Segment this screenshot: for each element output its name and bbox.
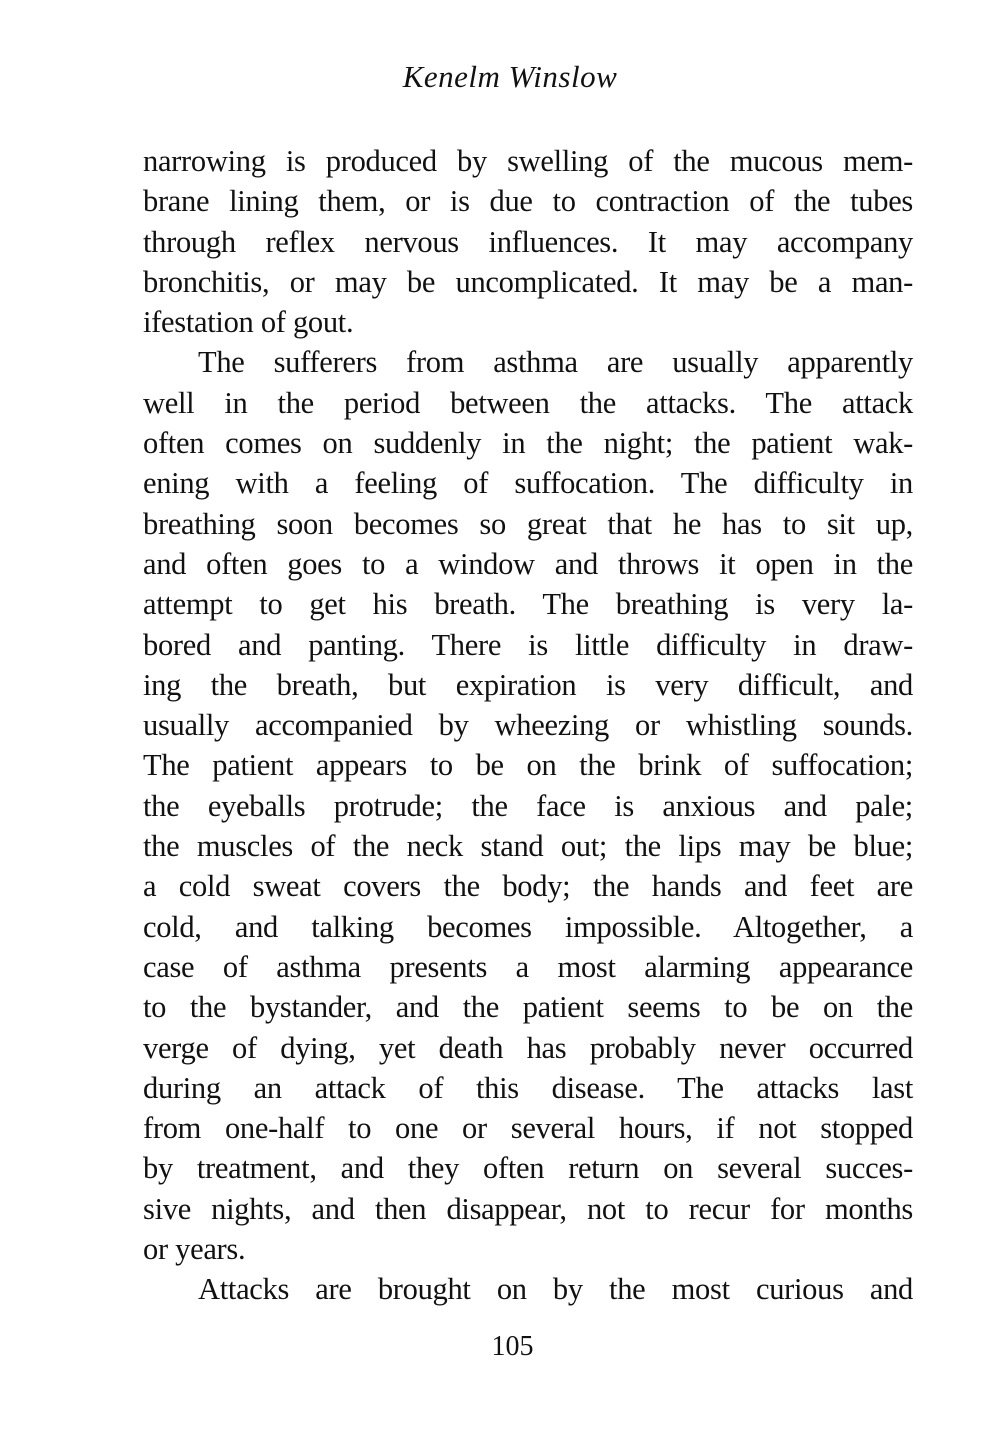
page-number: 105 — [491, 1330, 534, 1362]
paragraph — [143, 1269, 913, 1309]
text-line: ening with a feeling of suffocation. The difficulty in — [143, 466, 913, 501]
running-header: Kenelm Winslow — [402, 59, 618, 94]
text-line: ifestation of gout. — [143, 305, 354, 340]
text-line: often comes on suddenly in the night; the patient wak- — [143, 426, 913, 461]
page-body — [143, 141, 913, 1310]
text-line: Attacks are brought on by the most curious and — [198, 1272, 913, 1307]
text-line: breathing soon becomes so great that he has to sit up, — [143, 506, 913, 541]
text-line: attempt to get his breath. The breathing is very la- — [143, 587, 913, 622]
text-line: a cold sweat covers the body; the hands and feet are — [143, 869, 913, 904]
text-line: sive nights, and then disappear, not to recur for months — [143, 1191, 913, 1226]
paragraph — [143, 342, 913, 1269]
text-line: The patient appears to be on the brink of suffocation; — [143, 748, 913, 783]
text-line: case of asthma presents a most alarming appearance — [143, 949, 913, 984]
text-line: by treatment, and they often return on several succes- — [143, 1151, 913, 1186]
text-line: usually accompanied by wheezing or whistling sounds. — [143, 708, 913, 743]
text-line: to the bystander, and the patient seems to be on the — [143, 990, 913, 1025]
text-line: the eyeballs protrude; the face is anxious and pale; — [143, 788, 913, 823]
text-line: bronchitis, or may be uncomplicated. It may be a man- — [143, 264, 913, 299]
text-line: from one-half to one or several hours, if not stopped — [143, 1111, 913, 1146]
text-line: bored and panting. There is little difficulty in draw- — [143, 627, 913, 662]
text-line: during an attack of this disease. The attacks last — [143, 1070, 913, 1105]
text-line: or years. — [143, 1232, 246, 1267]
text-line: the muscles of the neck stand out; the lips may be blue; — [143, 829, 913, 864]
text-line: and often goes to a window and throws it open in the — [143, 546, 913, 581]
text-line: cold, and talking becomes impossible. Altogether, a — [143, 909, 913, 944]
text-line: narrowing is produced by swelling of the mucous mem- — [143, 144, 913, 178]
text-line: through reflex nervous influences. It may accompany — [143, 224, 913, 259]
text-line: The sufferers from asthma are usually apparently — [198, 345, 913, 380]
text-line: well in the period between the attacks. The attack — [143, 385, 913, 420]
text-line: brane lining them, or is due to contraction of the tubes — [143, 184, 913, 219]
text-line: ing the breath, but expiration is very difficult, and — [143, 667, 913, 702]
paragraph — [143, 141, 913, 342]
text-line: verge of dying, yet death has probably never occurred — [143, 1030, 913, 1065]
